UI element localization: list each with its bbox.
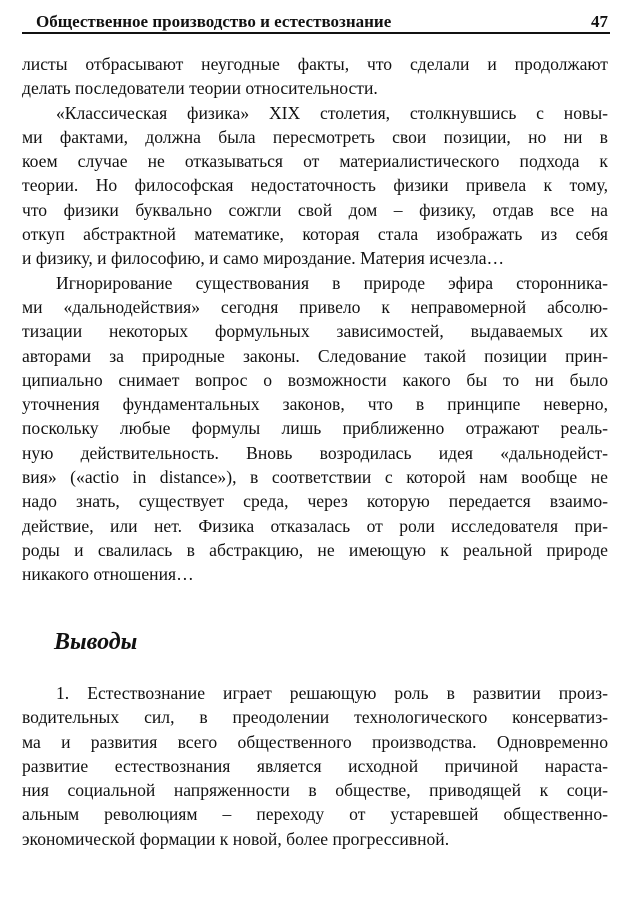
text-line: уточнения фундаментальных законов, что в принципе неверно, (22, 394, 608, 415)
text-line: экономической формации к новой, более прогрессивной. (22, 828, 450, 849)
text-line: водительных сил, в преодолении технологического консерватиз- (22, 707, 608, 728)
text-line: вия» («actio in distance»), в соответствии с которой нам вообще не (22, 467, 608, 488)
text-line: ния социальной напряженности в обществе, приводящей к соци- (22, 780, 608, 801)
text-line: альным революциям – переходу от устаревшей общественно- (22, 804, 608, 825)
text-line: авторами за природные законы. Следование такой позиции прин- (22, 345, 608, 366)
text-line: теории. Но философская недостаточность физики привела к тому, (22, 175, 608, 196)
paragraph (22, 681, 608, 851)
text-line: Игнорирование существования в природе эфира сторонника- (56, 272, 608, 293)
page-number: 47 (591, 12, 608, 31)
conclusions-text (22, 681, 608, 851)
text-line: ципиально снимает вопрос о возможности какого бы то ни было (22, 369, 608, 390)
text-line: действие, или нет. Физика отказалась от роли исследователя при- (22, 515, 608, 536)
text-line: что физики буквально сожгли свой дом – физику, отдав все на (22, 199, 608, 220)
paragraph (22, 271, 608, 587)
text-line: никакого отношения… (22, 564, 194, 585)
text-line: развитие естествознания является исходной причиной нараста- (22, 755, 608, 776)
paragraph (22, 52, 608, 101)
text-line: надо знать, существует среда, через которую передается взаимо- (22, 491, 608, 512)
text-line: листы отбрасывают неугодные факты, что сделали и продолжают (22, 54, 608, 74)
text-line: откуп абстрактной математике, которая стала изображать из себя (22, 224, 608, 245)
text-line: ми «дальнодействия» сегодня привело к неправомерной абсолю- (22, 296, 608, 317)
text-line: ми фактами, должна была пересмотреть свои позиции, но ни в (22, 126, 608, 147)
text-line: ма и развития всего общественного производства. Одновременно (22, 731, 608, 752)
running-header-title: Общественное производство и естествознание (36, 12, 392, 31)
paragraph (22, 101, 608, 271)
text-line: тизации некоторых формульных зависимостей, выдаваемых их (22, 321, 608, 342)
text-line: и физику, и философию, и само мироздание. Материя исчезла… (22, 248, 505, 269)
section-title: Выводы (54, 629, 138, 655)
running-header (22, 8, 610, 34)
text-line: коем случае не отказываться от материалистического подхода к (22, 151, 608, 172)
text-line: делать последователи теории относительности. (22, 78, 378, 99)
text-line: «Классическая физика» XIX столетия, столкнувшись с новы- (56, 102, 608, 123)
text-line: роды и свалилась в абстракцию, не имеющую к реальной природе (22, 539, 608, 560)
text-line: поскольку любые формулы лишь приближенно отражают реаль- (22, 418, 608, 439)
text-line: ную действительность. Вновь возродилась идея «дальнодейст- (22, 442, 608, 463)
text-line: 1. Естествознание играет решающую роль в развитии произ- (56, 683, 608, 703)
body-text (22, 52, 608, 587)
